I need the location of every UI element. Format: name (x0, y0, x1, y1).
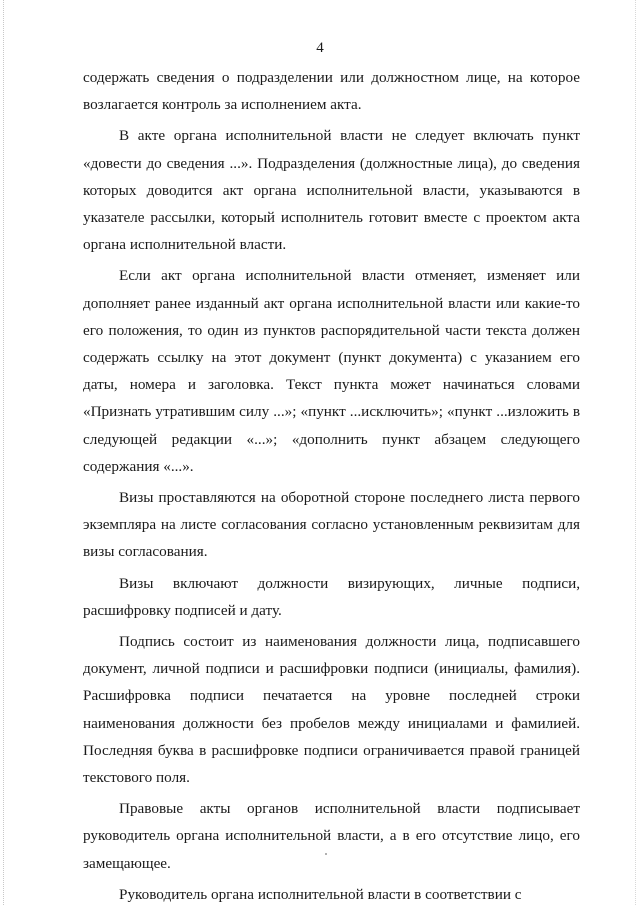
paragraph-8: Руководитель органа исполнительной власти в соответствии с (119, 885, 522, 903)
document-body (83, 64, 580, 912)
paragraph-1: содержать сведения о подразделении или должностном лице, на которое возлагается контроль за исполнением акта. (83, 69, 580, 114)
paragraph-4: Визы проставляются на оборотной стороне последнего листа первого экземпляра на листе согласования согласно установленным реквизитам для визы согласования. (83, 489, 580, 561)
paragraph-7: Правовые акты органов исполнительной власти подписывает руководитель органа исполнительной власти, а в его отсутствие лицо, его замещающее. (83, 800, 580, 872)
paragraph-5: Визы включают должности визирующих, личные подписи, расшифровку подписей и дату. (83, 574, 580, 619)
paragraph-3: Если акт органа исполнительной власти отменяет, изменяет или дополняет ранее изданный акт органа исполнительной власти или какие-то его положения, то один из пунктов распорядительной части текста должен содержать ссылку на этот документ (пункт документа) с указанием его даты, номера и заголовка. Текст пункта может начинаться словами «Признать утратившим силу ...»; «пункт ...исключить»; «пункт ...изложить в следующей редакции «...»; «дополнить пункт абзацем следующего содержания «...». (83, 267, 580, 475)
scan-edge-left (3, 0, 4, 905)
paragraph-6: Подпись состоит из наименования должности лица, подписавшего документ, личной подписи и расшифровки подписи (инициалы, фамилия). Расшифровка подписи печатается на уровне последней строки наименования должности без пробелов между инициалами и фамилией. Последняя буква в расшифровке подписи ограничивается правой границей текстового поля. (83, 633, 580, 787)
scan-edge-right (635, 0, 636, 905)
paragraph-2: В акте органа исполнительной власти не следует включать пункт «довести до сведения ...». Подразделения (должностные лица), до сведения которых доводится акт органа исполнительной власти, указываются в указателе рассылки, который исполнитель готовит вместе с проектом акта органа исполнительной власти. (83, 127, 580, 254)
page-number: 4 (316, 40, 324, 56)
